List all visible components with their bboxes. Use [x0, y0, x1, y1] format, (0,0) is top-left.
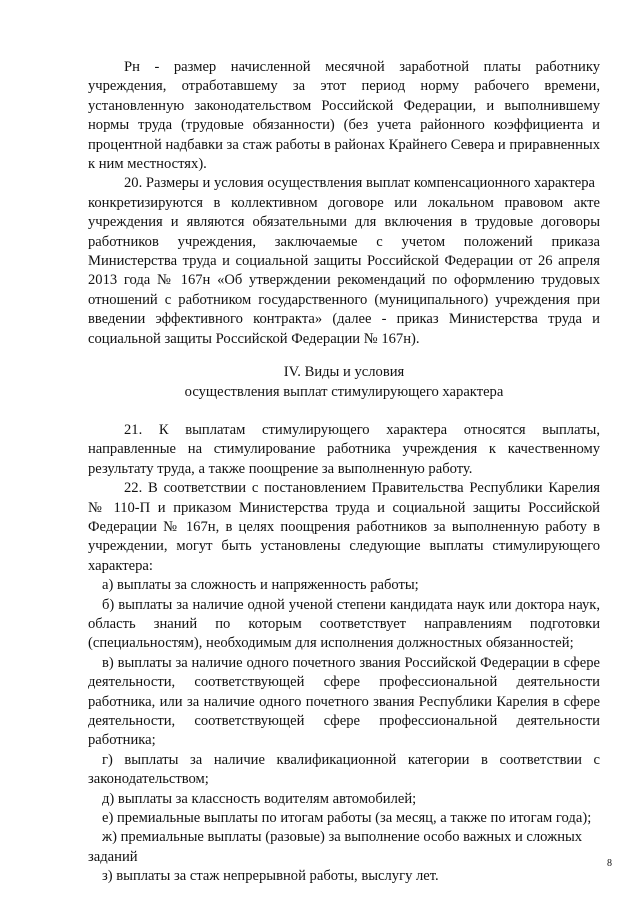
paragraph-rn-definition: Рн - размер начисленной месячной заработной платы работнику учреждения, отработавшему за этот период норму рабочего времени, установленную законодательством Российской Федерации, и выполнившему нормы труда (трудовые обязанности) (без учета районного коэффициента и процентной надбавки за стаж работы в районах Крайнего Севера и приравненных к ним местностях). — [88, 59, 600, 173]
list-item: г) выплаты за наличие квалификационной категории в соответствии с законодательством; — [88, 751, 600, 788]
paragraph-22: 22. В соответствии с постановлением Правительства Республики Карелия № 110-П и приказом Министерства труда и социальной защиты Российской Федерации № 167н, в целях поощрения работников за выполненную работу в учреждении, могут быть установлены следующие выплаты стимулирующего характера: — [88, 480, 600, 574]
document-body — [88, 58, 600, 887]
list-item: в) выплаты за наличие одного почетного звания Российской Федерации в сфере деятельности, соответствующей сфере профессиональной деятельности работника, или за наличие одного почетного звания Республики Карелия в сфере деятельности, соответствующей сфере профессиональной деятельности работника; — [88, 654, 600, 749]
paragraph-20-heading: 20. Размеры и условия осуществления выплат компенсационного характера — [124, 175, 596, 192]
section-title-line2: осуществления выплат стимулирующего характера — [184, 383, 504, 400]
page-number: 8 — [607, 858, 612, 869]
spacer — [88, 402, 600, 421]
stimulus-payments-list — [88, 576, 600, 887]
list-item: е) премиальные выплаты по итогам работы (за месяц, а также по итогам года); — [102, 810, 592, 827]
list-item: ж) премиальные выплаты (разовые) за выполнение особо важных и сложных заданий — [88, 829, 583, 865]
section-heading — [88, 363, 600, 402]
section-title-line1: IV. Виды и условия — [283, 364, 405, 381]
paragraph-20-body: конкретизируются в коллективном договоре или локальном правовом акте учреждения и являются обязательными для включения в трудовые договоры работников учреждения, заключаемые с учетом положений приказа Министерства труда и социальной защиты Российской Федерации от 26 апреля 2013 года № 167н «Об утверждении рекомендаций по оформлению трудовых отношений с работником государственного (муниципального) учреждения при введении эффективного контракта» (далее - приказ Министерства труда и социальной защиты Российской Федерации № 167н). — [88, 194, 600, 347]
list-item: д) выплаты за классность водителям автомобилей; — [102, 790, 417, 807]
paragraph-21: 21. К выплатам стимулирующего характера относятся выплаты, направленные на стимулирование работника учреждения к качественному результату труда, а также поощрение за выполненную работу. — [88, 421, 600, 477]
list-item: з) выплаты за стаж непрерывной работы, выслугу лет. — [102, 868, 439, 885]
list-item: а) выплаты за сложность и напряженность работы; — [102, 577, 419, 594]
list-item: б) выплаты за наличие одной ученой степени кандидата наук или доктора наук, область знаний по которым соответствует направлениям подготовки (специальностям), необходимым для исполнения должностных обязанностей; — [88, 596, 600, 652]
